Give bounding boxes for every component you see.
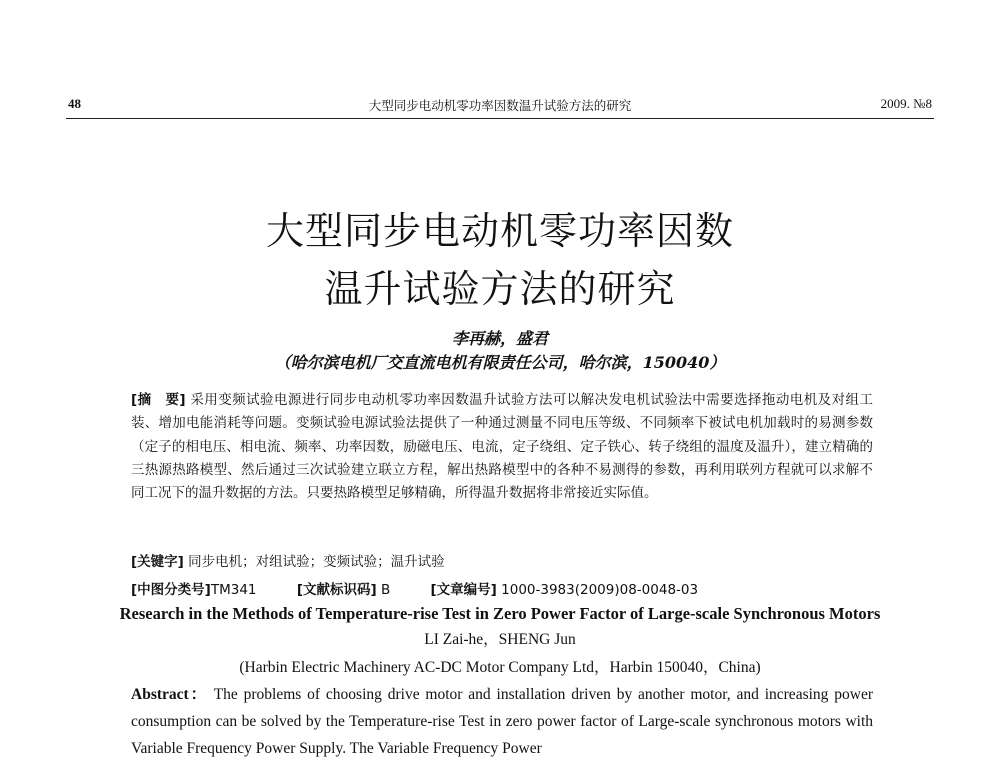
issue-number: 2009. №8: [880, 96, 932, 111]
page-number: 48: [68, 96, 81, 111]
article-number-label: [文章编号]: [430, 582, 497, 598]
abstract-cn: [131, 389, 873, 505]
running-header: [66, 92, 934, 119]
clc-label: [中图分类号]: [131, 582, 211, 598]
english-title: Research in the Methods of Temperature-rise Test in Zero Power Factor of Large-scale Synchronous Motors: [119, 604, 881, 623]
english-affiliation: (Harbin Electric Machinery AC-DC Motor Company Ltd，Harbin 150040，China): [239, 659, 761, 676]
english-abstract: [131, 681, 873, 762]
doc-code-label: [文献标识码]: [296, 582, 377, 598]
clc-value: TM341: [210, 582, 257, 598]
authors-cn: 李再赫，盛君: [451, 329, 548, 348]
abstract-cn-text: 采用变频试验电源进行同步电动机零功率因数温升试验方法可以解决发电机试验法中需要选择拖动电机及对组工装、增加电能消耗等问题。变频试验电源试验法提供了一种通过测量不同电压等级、不同频率下被试电机加载时的易测参数（定子的相电压、相电流、频率、功率因数，励磁电压、电流，定子绕组、定子铁心、转子绕组的温度及温升），建立精确的三热源热路模型、然后通过三次试验建立联立方程，解出热路模型中的各种不易测得的参数，再利用联列方程就可以求解不同工况下的温升数据的方法。只要热路模型足够精确，所得温升数据将非常接近实际值。: [131, 392, 873, 502]
article-number-value: 1000-3983(2009)08-0048-03: [501, 582, 699, 598]
doc-code-value: B: [380, 582, 391, 598]
paper-title-line-2: 温升试验方法的研究: [324, 267, 676, 311]
classification-line: [131, 578, 734, 598]
keywords-label: [关键字]: [131, 554, 184, 570]
affiliation-cn: （哈尔滨电机厂交直流电机有限责任公司，哈尔滨，150040）: [274, 353, 726, 372]
abstract-cn-label: [摘 要]: [131, 392, 186, 408]
english-abstract-text: The problems of choosing drive motor and installation driven by another motor, and increasing power consumption can be solved by the Temperature-rise Test in zero power factor of Large-scale synchronous motors with Variable Frequency Power Supply. The Variable Frequency Power: [131, 686, 873, 757]
keywords-text: 同步电机；对组试验；变频试验；温升试验: [188, 554, 445, 570]
running-title: 大型同步电动机零功率因数温升试验方法的研究: [368, 98, 632, 113]
paper-title-line-1: 大型同步电动机零功率因数: [265, 209, 734, 253]
keywords: [131, 550, 445, 570]
english-abstract-label: Abstract：: [131, 686, 209, 703]
english-authors: LI Zai-he，SHENG Jun: [424, 631, 576, 648]
